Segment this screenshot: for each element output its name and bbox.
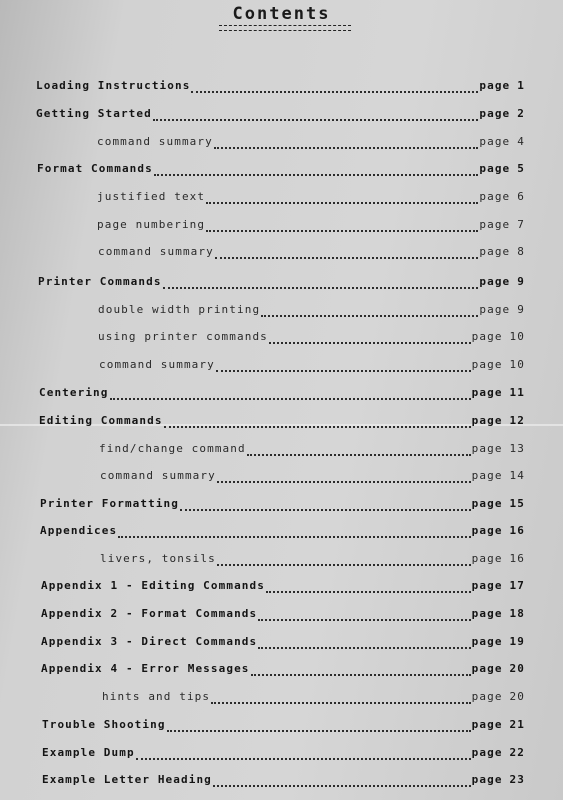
dot-leader (269, 342, 471, 344)
dot-leader (266, 591, 471, 593)
page-word: page (471, 330, 503, 343)
page-number: 21 (509, 718, 525, 731)
toc-entry (41, 662, 525, 680)
toc-entry (40, 497, 525, 515)
entry-page-ref (472, 414, 525, 427)
page-number: 19 (509, 635, 525, 648)
page-word: page (471, 386, 503, 399)
page-word: page (471, 414, 503, 427)
dot-leader (217, 564, 471, 566)
toc-entry (40, 524, 525, 542)
dot-leader (110, 398, 471, 400)
page-word: page (471, 579, 503, 592)
page-number: 7 (517, 218, 525, 231)
page-word: page (479, 275, 511, 288)
page-word: page (479, 135, 511, 148)
entry-page-ref (472, 497, 525, 510)
toc-subentry (99, 442, 525, 460)
entry-page-ref (472, 358, 525, 371)
page-number: 15 (509, 497, 525, 510)
page-number: 13 (509, 442, 525, 455)
page-number: 10 (509, 358, 525, 371)
toc-entry (41, 607, 525, 625)
toc-subentry (100, 469, 525, 487)
page-word: page (471, 662, 503, 675)
page-number: 4 (517, 135, 525, 148)
toc-entry (39, 414, 525, 432)
page-word: page (471, 690, 503, 703)
entry-title: Printer Formatting (40, 497, 180, 510)
dot-leader (163, 287, 479, 289)
entry-title: Format Commands (37, 162, 153, 175)
page-word: page (471, 469, 503, 482)
toc-entry (36, 79, 525, 97)
entry-page-ref (472, 524, 525, 537)
dot-leader (258, 619, 470, 621)
page-word: page (471, 773, 503, 786)
page-number: 16 (509, 524, 525, 537)
entry-title: Appendix 2 - Format Commands (41, 607, 258, 620)
page-number: 10 (509, 330, 525, 343)
entry-title: Example Dump (42, 746, 135, 759)
toc-subentry (97, 190, 525, 208)
contents-heading: Contents (232, 4, 331, 24)
page-word: page (471, 524, 503, 537)
page-number: 8 (517, 245, 525, 258)
entry-page-ref (479, 79, 525, 92)
entry-page-ref (472, 607, 525, 620)
dot-leader (251, 674, 471, 676)
page-word: page (471, 442, 503, 455)
page-number: 9 (517, 303, 525, 316)
dot-leader (164, 426, 471, 428)
entry-title: livers, tonsils (100, 552, 216, 565)
toc-subentry (98, 303, 525, 321)
entry-page-ref (479, 245, 525, 258)
toc-entry (36, 107, 525, 125)
dot-leader (167, 730, 471, 732)
toc-subentry (98, 330, 525, 348)
dot-leader (211, 702, 471, 704)
dot-leader (180, 509, 471, 511)
entry-title: page numbering (97, 218, 206, 231)
dot-leader (215, 257, 479, 259)
entry-page-ref (472, 330, 525, 343)
entry-page-ref (472, 662, 525, 675)
entry-title: find/change command (99, 442, 246, 455)
page-number: 6 (517, 190, 525, 203)
page-word: page (479, 162, 511, 175)
page-number: 17 (509, 579, 525, 592)
toc-entry (37, 162, 525, 180)
entry-page-ref (472, 746, 525, 759)
entry-page-ref (472, 386, 525, 399)
entry-title: using printer commands (98, 330, 268, 343)
entry-title: command summary (97, 135, 213, 148)
dot-leader (136, 758, 471, 760)
toc-entry (42, 746, 525, 764)
entry-title: command summary (99, 358, 215, 371)
entry-page-ref (472, 579, 525, 592)
dot-leader (214, 147, 479, 149)
dot-leader (191, 91, 478, 93)
entry-page-ref (472, 442, 525, 455)
page-number: 14 (509, 469, 525, 482)
entry-page-ref (472, 635, 525, 648)
page-number: 18 (509, 607, 525, 620)
entry-page-ref (472, 469, 525, 482)
page-word: page (479, 190, 511, 203)
entry-title: Getting Started (36, 107, 152, 120)
toc-entry (42, 718, 525, 736)
dot-leader (261, 315, 478, 317)
entry-page-ref (472, 718, 525, 731)
toc-subentry (98, 245, 525, 263)
page-number: 20 (509, 662, 525, 675)
page-word: page (471, 635, 503, 648)
entry-title: double width printing (98, 303, 261, 316)
toc-entry (38, 275, 525, 293)
page-number: 1 (517, 79, 525, 92)
entry-page-ref (472, 773, 525, 786)
entry-page-ref (479, 218, 525, 231)
page-word: page (471, 746, 503, 759)
dot-leader (247, 454, 471, 456)
entry-page-ref (479, 275, 525, 288)
dot-leader (118, 536, 470, 538)
toc-subentry (100, 552, 525, 570)
page-number: 16 (509, 552, 525, 565)
entry-page-ref (479, 190, 525, 203)
entry-title: Example Letter Heading (42, 773, 212, 786)
page-number: 2 (517, 107, 525, 120)
page-word: page (471, 358, 503, 371)
page-word: page (471, 718, 503, 731)
dot-leader (206, 202, 478, 204)
toc-entry (39, 386, 525, 404)
dot-leader (213, 785, 471, 787)
entry-title: command summary (98, 245, 214, 258)
entry-page-ref (479, 162, 525, 175)
entry-title: justified text (97, 190, 206, 203)
page-word: page (471, 497, 503, 510)
dot-leader (217, 481, 471, 483)
page-word: page (479, 79, 511, 92)
entry-page-ref (479, 303, 525, 316)
dot-leader (258, 647, 470, 649)
page-number: 5 (517, 162, 525, 175)
page-number: 22 (509, 746, 525, 759)
toc-entry (42, 773, 525, 791)
dot-leader (206, 230, 478, 232)
entry-title: Trouble Shooting (42, 718, 166, 731)
entry-title: Appendix 4 - Error Messages (41, 662, 250, 675)
entry-title: hints and tips (102, 690, 211, 703)
entry-title: command summary (100, 469, 216, 482)
entry-page-ref (472, 552, 525, 565)
dot-leader (154, 174, 479, 176)
page-word: page (479, 245, 511, 258)
page-number: 11 (509, 386, 525, 399)
entry-page-ref (472, 690, 525, 703)
entry-page-ref (479, 107, 525, 120)
entry-title: Appendix 3 - Direct Commands (41, 635, 258, 648)
toc-subentry (102, 690, 525, 708)
dot-leader (153, 119, 479, 121)
page-word: page (479, 218, 511, 231)
page-word: page (471, 552, 503, 565)
toc-entry (41, 635, 525, 653)
entry-title: Editing Commands (39, 414, 163, 427)
toc-entry (41, 579, 525, 597)
page-word: page (479, 107, 511, 120)
entry-title: Appendices (40, 524, 118, 537)
toc-subentry (97, 135, 525, 153)
toc-subentry (99, 358, 525, 376)
entry-title: Printer Commands (38, 275, 162, 288)
page-number: 23 (509, 773, 525, 786)
page-word: page (479, 303, 511, 316)
entry-title: Appendix 1 - Editing Commands (41, 579, 265, 592)
page-word: page (471, 607, 503, 620)
page-number: 20 (509, 690, 525, 703)
page-number: 9 (517, 275, 525, 288)
entry-page-ref (479, 135, 525, 148)
dot-leader (216, 370, 471, 372)
page-number: 12 (509, 414, 525, 427)
entry-title: Loading Instructions (36, 79, 191, 92)
toc-subentry (97, 218, 525, 236)
entry-title: Centering (39, 386, 109, 399)
